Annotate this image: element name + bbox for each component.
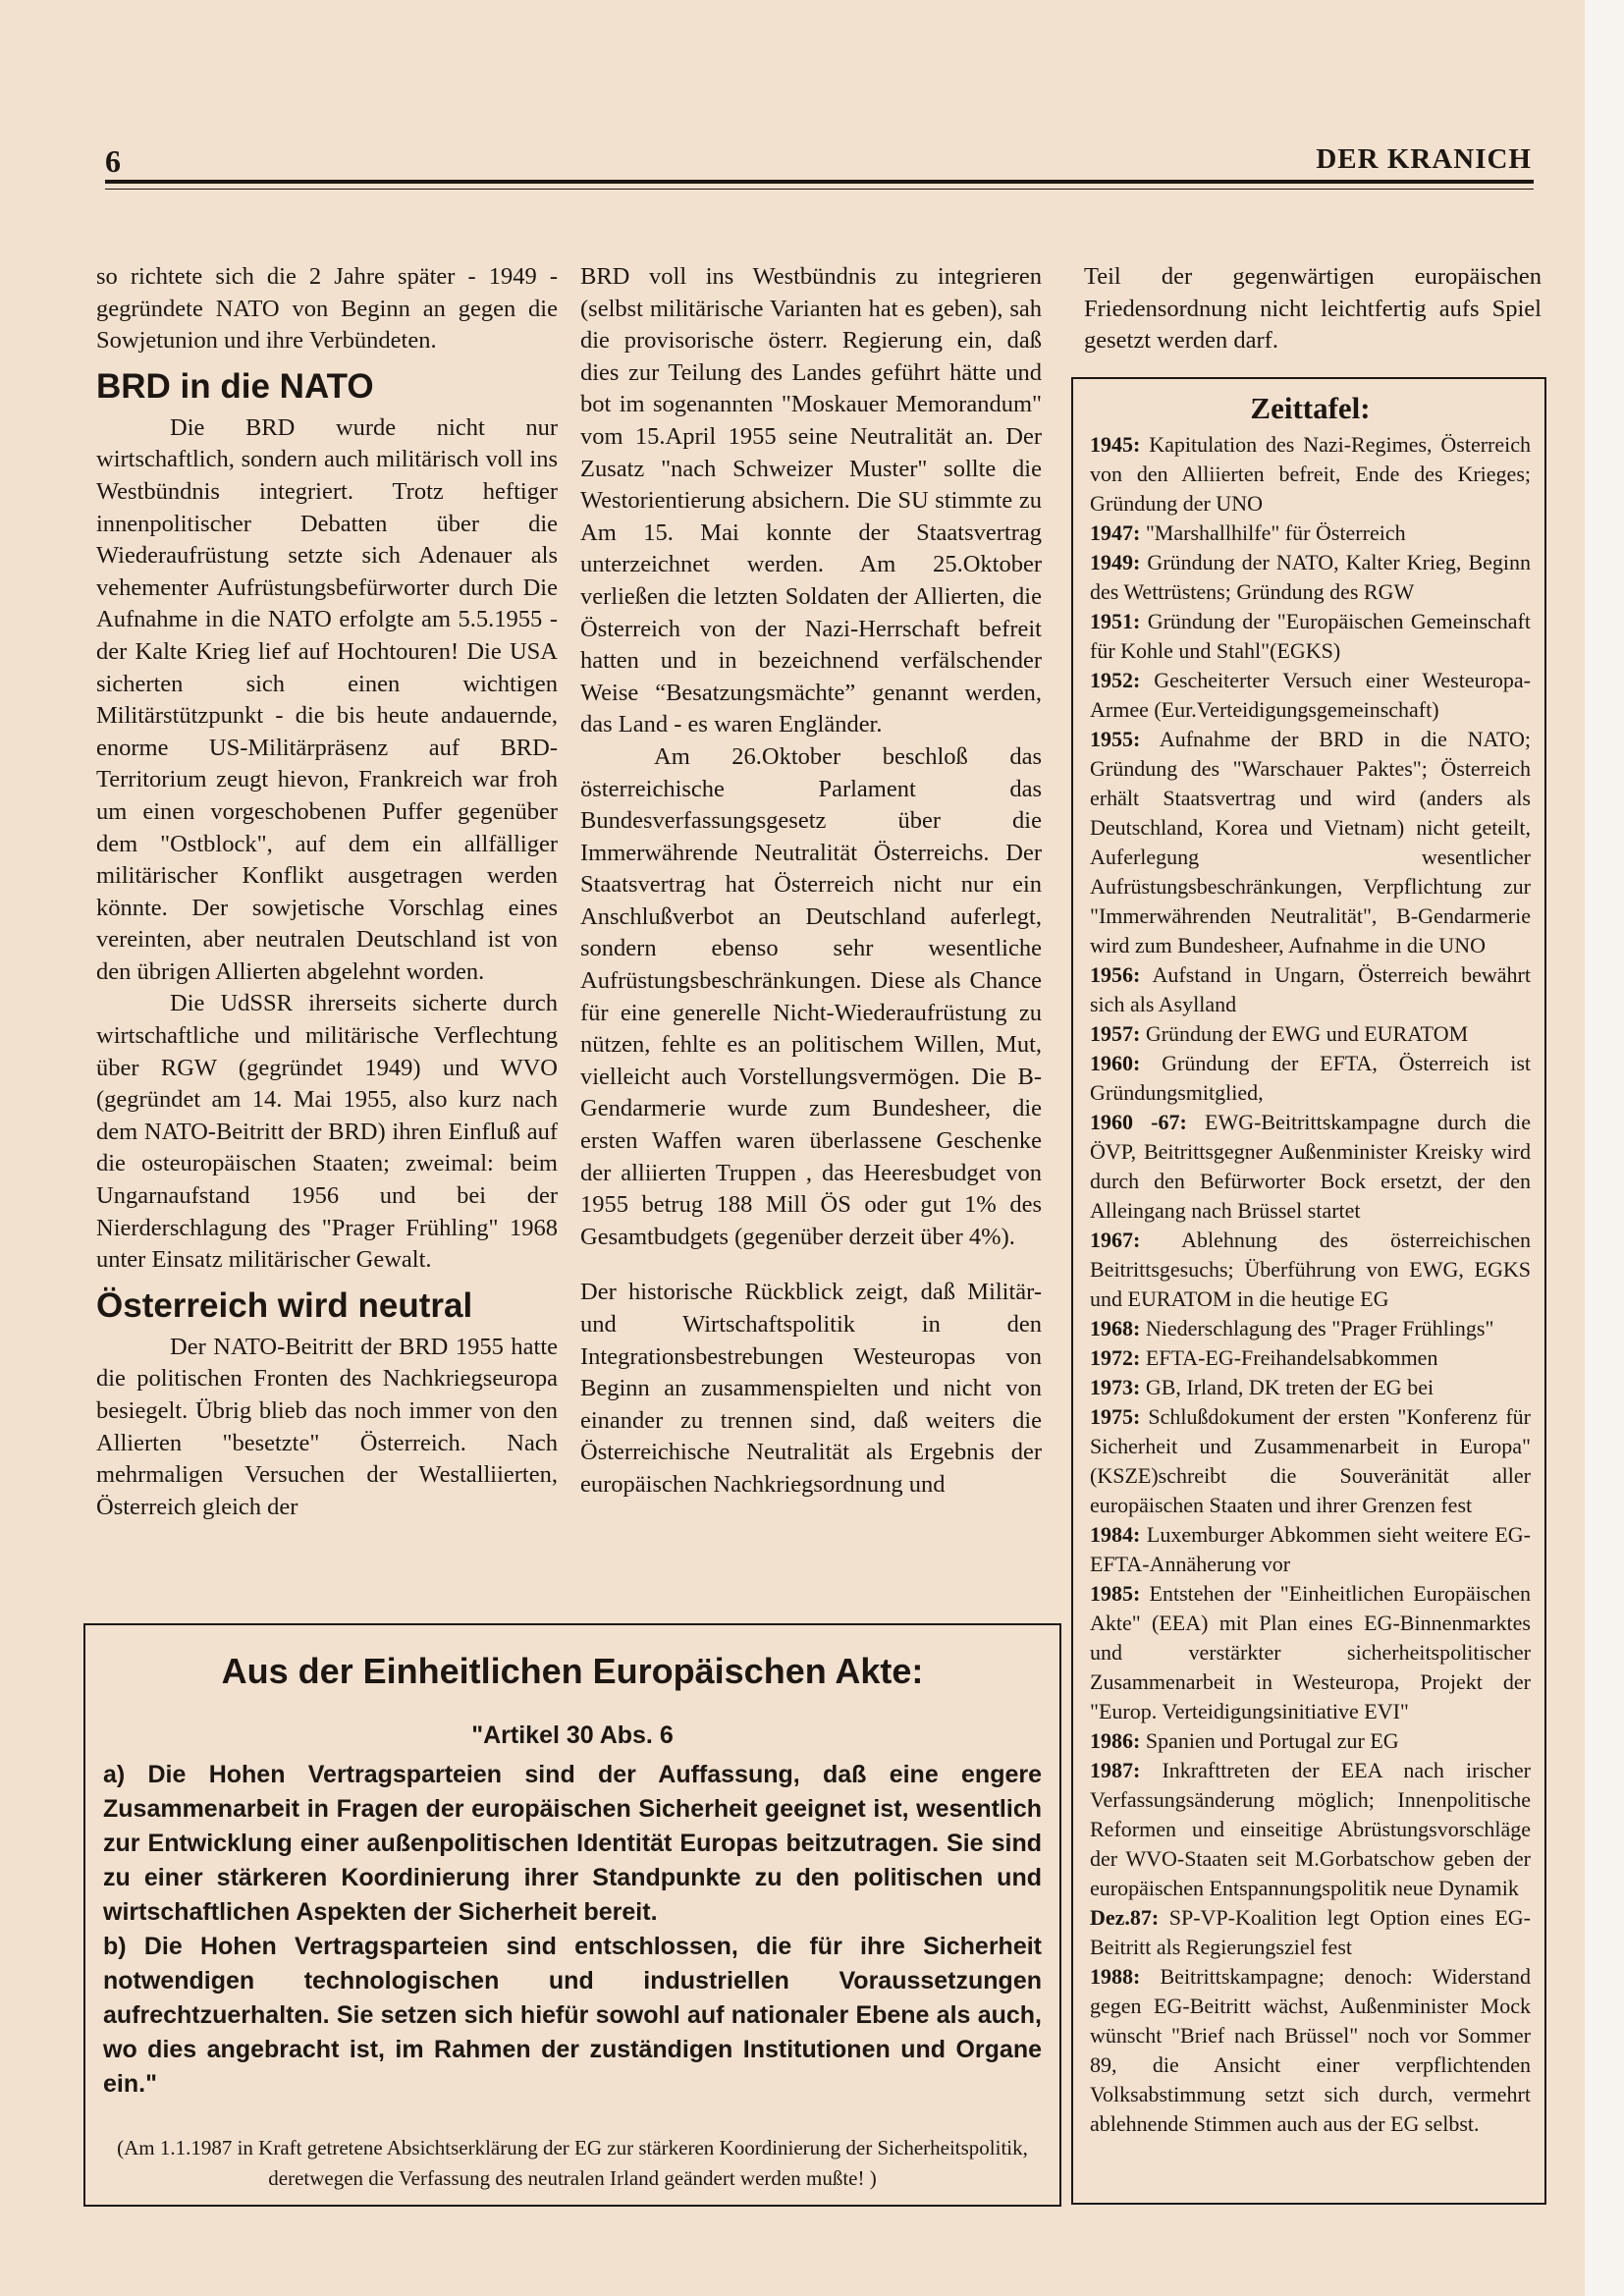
publication-title: DER KRANICH [1316,143,1532,175]
col2-paragraph-2: Am 26.Oktober beschloß das österreichische Parlament das Bundesverfassungsgesetz über die Immerwährende Neutralität Österreichs. Der Staatsvertrag hat Österreich nicht nur ein Anschlußverbot an Deutschland auferlegt, sondern ebenso sehr wesentliche Aufrüstungsbeschränkungen. Diese als Chance für eine generelle Nicht-Wiederaufrüstung zu nützen, fehlte es an politischem Willen, Mut, vielleicht auch Vorstellungsvermögen. Die B-Gendarmerie wurde zum Bundesheer, die ersten Waffen waren überlassene Geschenke der alliierten Truppen , das Heeresbudget von 1955 betrug 188 Mill ÖS oder gut 1% des Gesamtbudgets (gegenüber derzeit über 4%). [580,742,1042,1250]
heading-oesterreich-neutral: Österreich wird neutral [96,1285,473,1325]
header-rule-thin [105,189,1534,190]
timeline-year: Dez.87: [1090,1905,1160,1930]
timeline-text: EFTA-EG-Freihandelsabkommen [1145,1345,1438,1370]
timeline-text: EWG-Beitrittskampagne durch die ÖVP, Beitrittsgegner Außenminister Kreisky wird durch den Befürworter Bock ersetzt, der den Alleingang nach Brüssel startet [1090,1110,1532,1223]
timeline-text: Gründung der NATO, Kalter Krieg, Beginn des Wettrüstens; Gründung des RGW [1090,550,1532,604]
timeline-text: Spanien und Portugal zur EG [1145,1728,1399,1753]
timeline-year: 1984: [1090,1522,1141,1547]
col2-paragraph-3: Der historische Rückblick zeigt, daß Militär- und Wirtschaftspolitik in den Integrationsbestrebungen Westeuropas von Beginn an zusammenspielten und nicht von einander zu trennen sind, daß weiters die Österreichische Neutralität als Ergebnis der europäischen Nachkriegsordnung und [580,1279,1042,1498]
timeline-item [1090,1756,1531,1903]
timeline-item [1090,1049,1531,1108]
col1-paragraph-3: Der NATO-Beitritt der BRD 1955 hatte die politischen Fronten des Nachkriegseuropa besiegelt. Übrig blieb das noch immer von den Allierten "besetzte" Österreich. Nach mehrmaligen Versuchen der Westalliierten, Österreich gleich der [96,1333,558,1520]
timeline-year: 1986: [1090,1728,1141,1753]
timeline-text: Kapitulation des Nazi-Regimes, Österreich von den Alliierten befreit, Ende des Krieges; Gründung der UNO [1090,432,1531,516]
akte-title: Aus der Einheitlichen Europäischen Akte: [221,1651,924,1691]
timeline-text: Gescheiterter Versuch einer Westeuropa-Armee (Eur.Verteidigungsgemeinschaft) [1090,668,1531,722]
col1-paragraph-2: Die UdSSR ihrerseits sicherte durch wirtschaftliche und militärische Verflechtung über RGW (gegründet 1949) und WVO (gegründet am 14. Mai 1955, also kurz nach dem NATO-Beitritt der BRD) ihren Einfluß auf die osteuropäischen Staaten; zweimal: beim Ungarnaufstand 1956 und bei der Nierderschlagung des "Prager Frühling" 1968 unter Einsatz militärischer Gewalt. [96,990,558,1274]
akte-paragraph-a: a) Die Hohen Vertragsparteien sind der Auffassung, daß eine engere Zusammenarbeit in Fragen der europäischen Sicherheit geeignet ist, wesentlich zur Entwicklung einer außenpolitischen Identität Europas beitzutragen. Sie sind zu einer stärkeren Koordinierung ihrer Standpunkte zu den politischen und wirtschaftlichen Aspekten der Sicherheit bereit. [103,1761,1042,1926]
timeline-box [1071,377,1546,2205]
timeline-item [1090,1402,1531,1520]
timeline-year: 1951: [1090,609,1141,633]
column-1 [96,261,558,1523]
timeline-year: 1957: [1090,1021,1141,1046]
col2-paragraph-1: BRD voll ins Westbündnis zu integrieren (selbst militärische Varianten hat es geben), sah die provisorische österr. Regierung ein, daß dies zur Teilung des Landes geführt hätte und bot im sogenannten "Moskauer Memorandum" vom 15.April 1955 seine Neutralität an. Der Zusatz "nach Schweizer Muster" sollte die Westorientierung absichern. Die SU stimmte zu Am 15. Mai konnte der Staatsvertrag unterzeichnet werden. Am 25.Oktober verließen die letzten Soldaten der Allierten, die Österreich von der Nazi-Herrschaft befreit hatten und in bezeichnend verfälschender Weise “Besatzungsmächte” genannt werden, das Land - es waren Engländer. [580,263,1042,738]
timeline-item [1090,960,1531,1019]
timeline-item [1090,607,1531,666]
timeline-year: 1960: [1090,1051,1141,1075]
heading-brd-nato: BRD in die NATO [96,366,374,406]
header-rule [105,180,1534,184]
timeline-text: Luxemburger Abkommen sieht weitere EG-EFTA-Annäherung vor [1090,1522,1531,1576]
col1-intro: so richtete sich die 2 Jahre später - 1949 - gegründete NATO von Beginn an gegen die Sowjetunion und ihre Verbündeten. [96,263,558,355]
timeline-text: "Marshallhilfe" für Österreich [1145,520,1406,545]
timeline-year: 1988: [1090,1964,1141,1989]
column-2 [580,261,1042,1502]
timeline-text: Schlußdokument der ersten "Konferenz für Sicherheit und Zusammenarbeit in Europa" (KSZE)schreibt die Souveränität aller europäischen Staaten und ihrer Grenzen fest [1090,1404,1531,1517]
timeline-text: Niederschlagung des "Prager Frühlings" [1145,1316,1494,1340]
timeline-year: 1967: [1090,1228,1141,1252]
timeline-text: GB, Irland, DK treten der EG bei [1145,1375,1435,1399]
timeline-item [1090,1726,1531,1756]
timeline-item [1090,1226,1531,1314]
timeline-year: 1945: [1090,432,1141,457]
timeline-text: SP-VP-Koalition legt Option eines EG-Beitritt als Regierungsziel fest [1090,1905,1532,1959]
page-number: 6 [105,143,121,179]
timeline-item [1090,1019,1531,1049]
timeline-year: 1952: [1090,668,1141,692]
timeline-text: Entstehen der "Einheitlichen Europäischen Akte" (EEA) mit Plan eines EG-Binnenmarktes und verstärkter sicherheitspolitischer Zusammenarbeit in Westeuropa, Projekt der "Europ. Verteidigungsinitiative EVI" [1090,1581,1531,1723]
timeline-text: Gründung der EWG und EURATOM [1145,1021,1469,1046]
timeline-item [1090,1579,1531,1726]
timeline-item [1090,725,1531,960]
timeline-text: Ablehnung des österreichischen Beitrittsgesuchs; Überführung von EWG, EGKS und EURATOM in die heutige EG [1090,1228,1531,1311]
timeline-year: 1947: [1090,520,1141,545]
timeline-item [1090,1343,1531,1373]
timeline-text: Gründung der "Europäischen Gemeinschaft für Kohle und Stahl"(EGKS) [1090,609,1531,663]
timeline-year: 1955: [1090,727,1141,751]
timeline-year: 1949: [1090,550,1141,574]
timeline-text: Inkrafttreten der EEA nach irischer Verfassungsänderung möglich; Innenpolitische Reformen und einseitige Abrüstungsvorschläge der WVO-Staaten seit M.Gorbatschow geben der europäischen Entspannungspolitik neue Dynamik [1090,1758,1532,1900]
timeline-item [1090,666,1531,725]
timeline-text: Gründung der EFTA, Österreich ist Gründungsmitglied, [1090,1051,1531,1105]
timeline-year: 1975: [1090,1404,1141,1429]
timeline-item [1090,1903,1531,1962]
timeline-year: 1973: [1090,1375,1141,1399]
timeline-item [1090,1962,1531,2139]
timeline-year: 1968: [1090,1316,1141,1340]
timeline-year: 1987: [1090,1758,1141,1782]
timeline-year: 1960 -67: [1090,1110,1187,1134]
akte-box [83,1623,1061,2207]
timeline-item [1090,548,1531,607]
timeline-text: Aufstand in Ungarn, Österreich bewährt sich als Asylland [1090,962,1531,1016]
timeline-title: Zeittafel: [1250,391,1371,425]
timeline-item [1090,1373,1531,1402]
akte-note: (Am 1.1.1987 in Kraft getretene Absichtserklärung der EG zur stärkeren Koordinierung der Sicherheitspolitik, deretwegen die Verfassung des neutralen Irland geändert werden mußte! ) [117,2136,1028,2190]
timeline-year: 1972: [1090,1345,1141,1370]
timeline-item [1090,519,1531,548]
timeline-item [1090,1108,1531,1226]
col1-paragraph-1: Die BRD wurde nicht nur wirtschaftlich, sondern auch militärisch voll ins Westbündnis integriert. Trotz heftiger innenpolitischer Debatten über die Wiederaufrüstung setzte sich Adenauer als vehementer Aufrüstungsbefürworter durch Die Aufnahme in die NATO erfolgte am 5.5.1955 - der Kalte Krieg lief auf Hochtouren! Die USA sicherten sich einen wichtigen Militärstützpunkt - die bis heute andauernde, enorme US-Militärpräsenz auf BRD-Territorium zeugt hievon, Frankreich war froh um einen vorgeschobenen Puffer gegenüber dem "Ostblock", auf dem ein allfälliger militärischer Konflikt ausgetragen werden könnte. Der sowjetische Vorschlag eines vereinten, aber neutralen Deutschland ist von den übrigen Allierten abgelehnt worden. [96,413,558,985]
akte-paragraph-b: b) Die Hohen Vertragsparteien sind entschlossen, die für ihre Sicherheit notwendigen technologischen und industriellen Voraussetzungen aufrechtzuerhalten. Sie setzen sich hiefür sowohl auf nationaler Ebene als auch, wo dies angebracht ist, im Rahmen der zuständigen Institutionen und Organe ein." [103,1933,1042,2098]
timeline-year: 1956: [1090,962,1141,987]
timeline-text: Beitrittskampagne; denoch: Widerstand gegen EG-Beitritt wächst, Außenminister Mock wünscht "Brief nach Brüssel" noch vor Sommer 89, die Ansicht einer verpflichtenden Volksabstimmung setzt sich durch, vermehrt ablehnende Stimmen auch aus der EG selbst. [1090,1964,1531,2136]
column-3 [1084,261,1542,357]
timeline-item [1090,1520,1531,1579]
col3-paragraph-1: Teil der gegenwärtigen europäischen Friedensordnung nicht leichtfertig aufs Spiel gesetzt werden darf. [1084,263,1542,355]
akte-article: "Artikel 30 Abs. 6 [471,1722,674,1749]
timeline-text: Aufnahme der BRD in die NATO; Gründung des "Warschauer Paktes"; Österreich erhält Staatsvertrag und wird (anders als Deutschland, Korea und Vietnam) nicht geteilt, Auferlegung wesentlicher Aufrüstungsbeschränkungen, Verpflichtung zur "Immerwährenden Neutralität", B-Gendarmerie wird zum Bundesheer, Aufnahme in die UNO [1090,727,1531,957]
timeline-year: 1985: [1090,1581,1141,1606]
timeline-item [1090,430,1531,519]
timeline-list [1090,430,1531,2139]
timeline-item [1090,1314,1531,1343]
page-edge [1585,0,1624,2296]
